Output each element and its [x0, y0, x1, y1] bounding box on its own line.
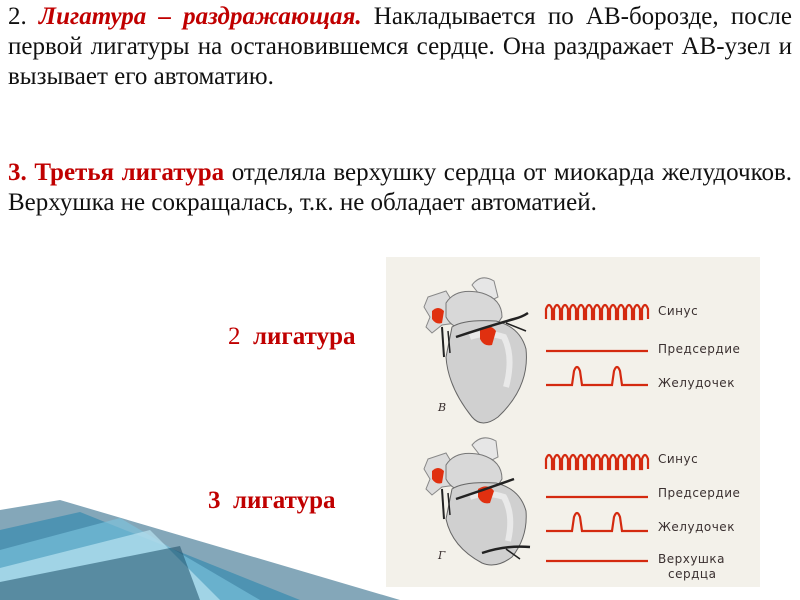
label-apex-g-line2: сердца: [668, 567, 717, 581]
paragraph-number: 2.: [8, 3, 27, 30]
sinus-trace-g: [546, 455, 648, 469]
ligature-3-label-number: 3: [208, 487, 221, 514]
ventricle-trace-g: [546, 513, 648, 531]
ligature-2-text: Накладывается по АВ-борозде, после первой лигатуры на остановившемся сердце. Она раздражает АВ-узел и вызывает его автоматию.: [8, 3, 792, 90]
heart-panel-g: [424, 438, 530, 565]
stannius-ligature-figure: [386, 257, 760, 587]
paragraph-ligature-3: [8, 158, 792, 218]
figure-drawing: [386, 257, 760, 587]
sinus-trace-b: [546, 305, 648, 319]
traces-panel-b: [546, 305, 648, 385]
ligature-2-label-word: лигатура: [253, 323, 356, 350]
ligature-3-text: отделяла верхушку сердца от миокарда желудочков. Верхушка не сокращалась, т.к. не обладает автоматией.: [8, 159, 792, 216]
label-sinus-b: Синус: [658, 304, 699, 318]
label-atrium-g: Предсердие: [658, 486, 741, 500]
paragraph-ligature-2: [8, 2, 792, 92]
ligature-3-term: 3. Третья лигатура: [8, 159, 225, 186]
label-apex-g: Верхушка: [658, 552, 726, 566]
ligature-3-label-word: лигатура: [233, 487, 336, 514]
label-sinus-g: Синус: [658, 452, 699, 466]
ventricle-trace-b: [546, 367, 648, 385]
panel-g-letter: Г: [438, 549, 446, 562]
decorative-stripes: [0, 490, 400, 600]
label-ventricle-b: Желудочек: [658, 376, 735, 390]
ligature-2-label-number: 2: [228, 323, 241, 350]
label-atrium-b: Предсердие: [658, 342, 741, 356]
panel-b-letter: В: [438, 401, 447, 414]
label-ventricle-g: Желудочек: [658, 520, 735, 534]
ligature-2-label: [228, 323, 356, 351]
traces-panel-g: [546, 455, 648, 561]
ligature-2-term: Лигатура – раздражающая.: [38, 3, 362, 30]
